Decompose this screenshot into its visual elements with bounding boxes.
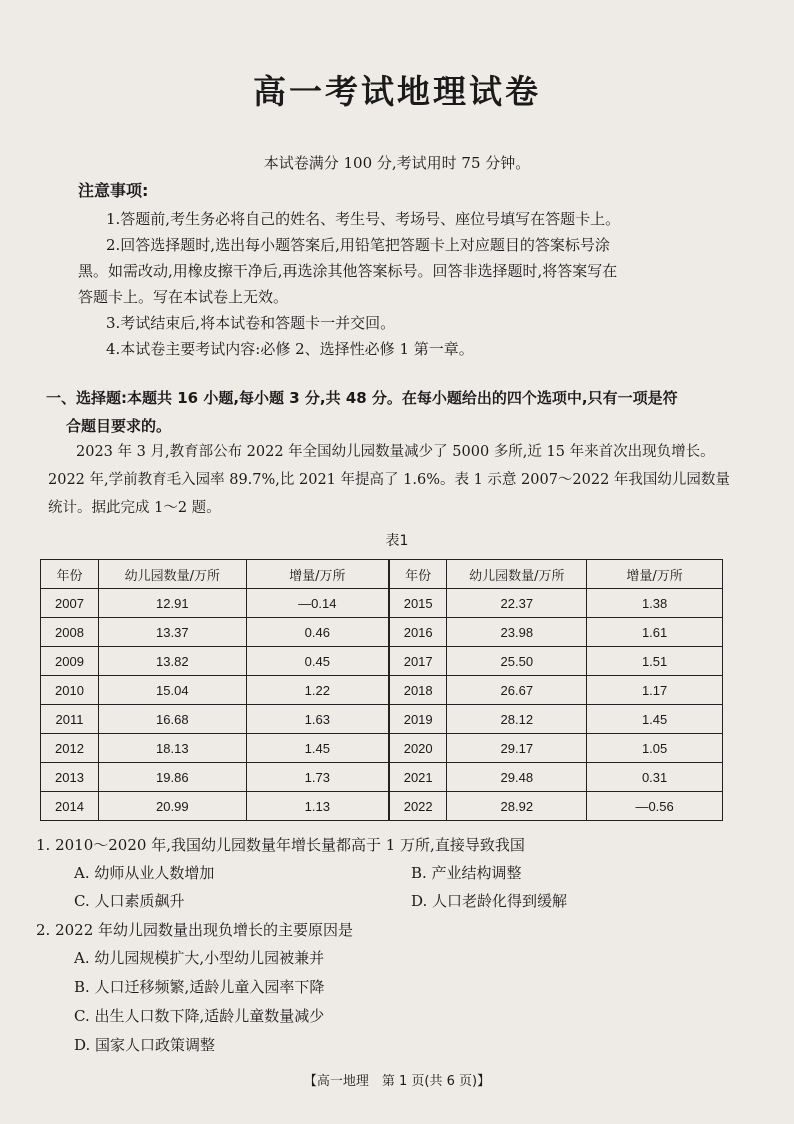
- section-heading-line2: 合题目要求的。: [66, 417, 172, 435]
- table-cell: 1.05: [587, 734, 723, 763]
- header-cell: 年份: [389, 560, 447, 589]
- question-1-option-d: D. 人口老龄化得到缓解: [411, 892, 568, 910]
- notice-heading: 注意事项:: [78, 181, 149, 200]
- table-cell: 1.22: [246, 676, 389, 705]
- table-cell: 2011: [41, 705, 99, 734]
- header-cell: 幼儿园数量/万所: [98, 560, 246, 589]
- table-cell: 2007: [41, 589, 99, 618]
- section-heading-line1: 一、选择题:本题共 16 小题,每小题 3 分,共 48 分。在每小题给出的四个选项中,只有一项是符: [46, 389, 678, 407]
- kindergarten-table: [40, 559, 723, 821]
- exam-subtitle: 本试卷满分 100 分,考试用时 75 分钟。: [263, 154, 531, 172]
- table-cell: 2018: [389, 676, 447, 705]
- table-cell: 2008: [41, 618, 99, 647]
- exam-title: 高一考试地理试卷: [253, 72, 541, 111]
- table-cell: 2014: [41, 792, 99, 821]
- table-cell: 1.45: [587, 705, 723, 734]
- question-2-option-d: D. 国家人口政策调整: [74, 1036, 216, 1054]
- notice-item: 黑。如需改动,用橡皮擦干净后,再选涂其他答案标号。回答非选择题时,将答案写在: [78, 262, 618, 280]
- table-cell: 2013: [41, 763, 99, 792]
- notice-item: 4.本试卷主要考试内容:必修 2、选择性必修 1 第一章。: [106, 340, 474, 358]
- table-cell: 2009: [41, 647, 99, 676]
- table-row: [41, 763, 723, 792]
- table-cell: 2012: [41, 734, 99, 763]
- question-2-option-a: A. 幼儿园规模扩大,小型幼儿园被兼并: [74, 949, 325, 967]
- table-cell: 2022: [389, 792, 447, 821]
- section-heading: [46, 384, 736, 440]
- table-cell: 2010: [41, 676, 99, 705]
- table-cell: 2015: [389, 589, 447, 618]
- header-cell: 年份: [41, 560, 99, 589]
- table-cell: 18.13: [98, 734, 246, 763]
- question-2-stem: 2. 2022 年幼儿园数量出现负增长的主要原因是: [36, 921, 354, 939]
- header-cell: 增量/万所: [587, 560, 723, 589]
- table-cell: 0.45: [246, 647, 389, 676]
- notice-item: 答题卡上。写在本试卷上无效。: [78, 288, 289, 306]
- table-row: [41, 792, 723, 821]
- table-cell: 12.91: [98, 589, 246, 618]
- notice-item: 3.考试结束后,将本试卷和答题卡一并交回。: [106, 314, 396, 332]
- table-cell: —0.14: [246, 589, 389, 618]
- header-cell: 幼儿园数量/万所: [447, 560, 587, 589]
- table-row: [41, 705, 723, 734]
- table-cell: 25.50: [447, 647, 587, 676]
- table-row: [41, 589, 723, 618]
- table-cell: 1.38: [587, 589, 723, 618]
- table-header-row: [41, 560, 723, 589]
- table-cell: 15.04: [98, 676, 246, 705]
- notice-item: 1.答题前,考生务必将自己的姓名、考生号、考场号、座位号填写在答题卡上。: [106, 210, 621, 228]
- table-cell: 0.31: [587, 763, 723, 792]
- table-cell: 28.92: [447, 792, 587, 821]
- table-row: [41, 618, 723, 647]
- table-cell: 2017: [389, 647, 447, 676]
- table-row: [41, 647, 723, 676]
- notice-item: 2.回答选择题时,选出每小题答案后,用铅笔把答题卡上对应题目的答案标号涂: [106, 236, 610, 254]
- table-cell: 1.61: [587, 618, 723, 647]
- table-cell: 23.98: [447, 618, 587, 647]
- table-cell: 29.17: [447, 734, 587, 763]
- table-cell: 13.82: [98, 647, 246, 676]
- table-cell: 1.17: [587, 676, 723, 705]
- table-cell: 28.12: [447, 705, 587, 734]
- intro-paragraph: 2023 年 3 月,教育部公布 2022 年全国幼儿园数量减少了 5000 多所,近 15 年来首次出现负增长。2022 年,学前教育毛入园率 89.7%,比 2021 年提高了 1.6%。表 1 示意 2007～2022 年我国幼儿园数量统计。据此完成 1～2 题。: [48, 444, 730, 516]
- question-2-option-b: B. 人口迁移频繁,适龄儿童入园率下降: [74, 978, 325, 996]
- table-cell: 1.73: [246, 763, 389, 792]
- question-1-option-a: A. 幼师从业人数增加: [74, 864, 215, 882]
- table-cell: 0.46: [246, 618, 389, 647]
- table-cell: 2019: [389, 705, 447, 734]
- table-cell: 1.63: [246, 705, 389, 734]
- table-cell: 22.37: [447, 589, 587, 618]
- header-cell: 增量/万所: [246, 560, 389, 589]
- table-cell: 16.68: [98, 705, 246, 734]
- table-cell: 26.67: [447, 676, 587, 705]
- table-cell: 2021: [389, 763, 447, 792]
- table-cell: 19.86: [98, 763, 246, 792]
- question-1-option-b: B. 产业结构调整: [411, 864, 522, 882]
- table-cell: 29.48: [447, 763, 587, 792]
- table-cell: 2016: [389, 618, 447, 647]
- table-cell: 1.51: [587, 647, 723, 676]
- table-row: [41, 676, 723, 705]
- table-cell: 20.99: [98, 792, 246, 821]
- question-1-stem: 1. 2010～2020 年,我国幼儿园数量年增长量都高于 1 万所,直接导致我国: [36, 836, 525, 854]
- table-caption: 表1: [385, 533, 409, 549]
- table-row: [41, 734, 723, 763]
- table-cell: 1.13: [246, 792, 389, 821]
- table-cell: 1.45: [246, 734, 389, 763]
- question-1-option-c: C. 人口素质飙升: [74, 892, 185, 910]
- page-footer: 【高一地理 第 1 页(共 6 页)】: [303, 1074, 491, 1089]
- question-2-option-c: C. 出生人口数下降,适龄儿童数量减少: [74, 1007, 325, 1025]
- table-cell: 13.37: [98, 618, 246, 647]
- table-cell: 2020: [389, 734, 447, 763]
- table-cell: —0.56: [587, 792, 723, 821]
